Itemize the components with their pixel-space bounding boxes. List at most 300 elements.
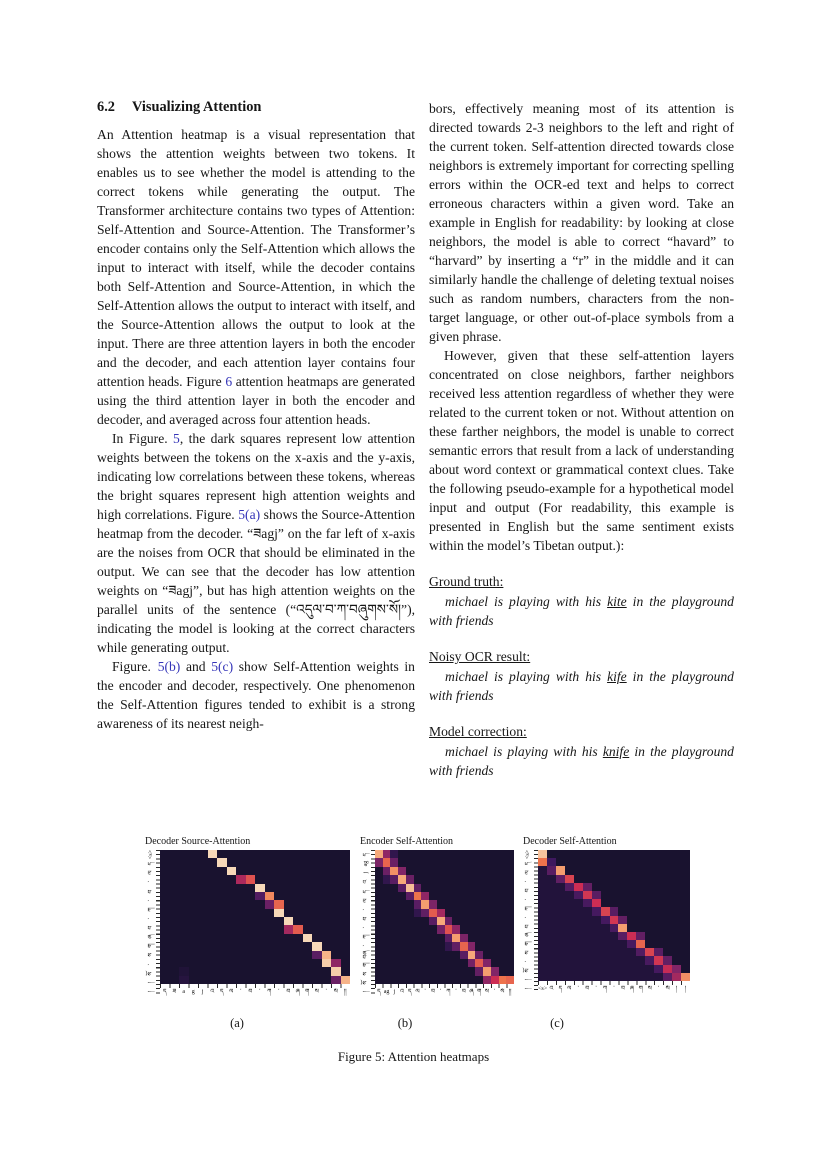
heatmap-cell xyxy=(331,858,341,866)
heatmap-cell xyxy=(236,959,246,967)
heatmap-cell xyxy=(460,967,468,975)
heatmap-cell xyxy=(491,942,499,950)
heatmap-cell xyxy=(255,976,265,984)
heatmap-cell xyxy=(437,850,445,858)
heatmap-cell xyxy=(565,948,574,956)
y-axis-token: བ xyxy=(147,925,154,930)
x-axis-token: འ xyxy=(400,989,404,995)
heatmap-cell xyxy=(610,883,619,891)
heatmap-cell xyxy=(618,858,627,866)
heatmap-cell xyxy=(499,967,507,975)
heatmap-cell xyxy=(610,858,619,866)
heatmap-cell xyxy=(610,891,619,899)
heatmap-cell xyxy=(645,916,654,924)
heatmap-cell xyxy=(227,934,237,942)
heatmap-cell xyxy=(208,858,218,866)
figure-ref-link[interactable]: 5(c) xyxy=(211,659,234,674)
heatmap-cell xyxy=(618,965,627,973)
heatmap-cell xyxy=(663,932,672,940)
heatmap-cell xyxy=(265,884,275,892)
heatmap-cell xyxy=(179,959,189,967)
heatmap-cell xyxy=(491,900,499,908)
heatmap-cell xyxy=(654,899,663,907)
heatmap-cell xyxy=(406,858,414,866)
y-axis-token: ཞ xyxy=(147,934,154,939)
heatmap-cell xyxy=(274,967,284,975)
heatmap-cell xyxy=(583,850,592,858)
heatmap-cell xyxy=(227,884,237,892)
x-axis-token: ད xyxy=(163,989,167,995)
heatmap-cell xyxy=(645,907,654,915)
heatmap-cell xyxy=(547,940,556,948)
heatmap-cell xyxy=(312,976,322,984)
heatmap-cell xyxy=(421,951,429,959)
heatmap-cell xyxy=(583,940,592,948)
heatmap-cell xyxy=(538,850,547,858)
heatmap-cell xyxy=(583,858,592,866)
heatmap-cell xyxy=(236,875,246,883)
heatmap-cell xyxy=(429,875,437,883)
heatmap-cell xyxy=(654,875,663,883)
heatmap-cell xyxy=(265,867,275,875)
heatmap-cell xyxy=(236,934,246,942)
heatmap-cell xyxy=(274,867,284,875)
heatmap-cell xyxy=(506,892,514,900)
x-axis-token: འ xyxy=(549,986,554,992)
heatmap-cell xyxy=(574,866,583,874)
paragraph-3-continued xyxy=(429,99,734,346)
heatmap-cell xyxy=(592,866,601,874)
heatmap-cell xyxy=(227,867,237,875)
heatmap-cell xyxy=(592,916,601,924)
heatmap-cell xyxy=(610,875,619,883)
heatmap-cell xyxy=(583,965,592,973)
heatmap-cell xyxy=(255,967,265,975)
heatmap-cell xyxy=(445,925,453,933)
heatmap-cell xyxy=(538,932,547,940)
heatmap-cell xyxy=(491,917,499,925)
x-axis-token: j xyxy=(393,989,396,995)
text-segment: bors, effectively meaning most of its attention is directed towards 2-3 neighbors to the left and right of the current token. Self-attention directed towards close neighbors is extremely important for correcting spelling errors within the OCR-ed text and helps to correct erroneous characters within a given word. Take an example in English for readability: by looking at close neighbors, the model is able to correct “havard” to “harvard” by inserting a “r” in the middle and it can similarly handle the challenge of deleting textual noises such as random numbers, characters from the non-target language, or other out-of-place symbols from a given phrase. xyxy=(429,101,734,344)
y-axis-token: ས xyxy=(525,950,532,955)
x-axis-token: །། xyxy=(508,989,512,995)
heatmap-cell xyxy=(636,948,645,956)
heatmap-cell xyxy=(663,940,672,948)
figure-ref-link[interactable]: 5 xyxy=(173,431,180,446)
heatmap-cell xyxy=(681,883,690,891)
heatmap-cell xyxy=(179,909,189,917)
heatmap-cell xyxy=(170,959,180,967)
heatmap-cell xyxy=(274,892,284,900)
heatmap-cell xyxy=(610,965,619,973)
heatmap-cell xyxy=(429,967,437,975)
heatmap-cell xyxy=(663,866,672,874)
heatmap-cell xyxy=(170,850,180,858)
heatmap-cell xyxy=(538,956,547,964)
heatmap-cell xyxy=(468,900,476,908)
heatmap-cell xyxy=(583,899,592,907)
section-title: Visualizing Attention xyxy=(132,99,262,115)
heatmap-cell xyxy=(547,899,556,907)
heatmap-cell xyxy=(475,867,483,875)
heatmap-cell xyxy=(406,967,414,975)
heatmap-cell xyxy=(437,892,445,900)
heatmap-cell xyxy=(331,976,341,984)
x-axis-token: ལ xyxy=(567,986,572,992)
heatmap-cell xyxy=(627,916,636,924)
heatmap-cell xyxy=(160,917,170,925)
heatmap-cell xyxy=(236,942,246,950)
heatmap-cell xyxy=(303,934,313,942)
heatmap-cell xyxy=(331,967,341,975)
example-block-ground-truth xyxy=(429,572,734,630)
y-axis-labels xyxy=(523,850,534,993)
heatmap-cell xyxy=(663,891,672,899)
heatmap-cell xyxy=(627,907,636,915)
heatmap-title: Decoder Self-Attention xyxy=(523,836,617,847)
heatmap-cell xyxy=(429,892,437,900)
heatmap-cell xyxy=(491,892,499,900)
heatmap-cell xyxy=(398,976,406,984)
heatmap-cell xyxy=(663,924,672,932)
heatmap-cell xyxy=(601,866,610,874)
y-axis-token: ། xyxy=(362,990,369,993)
example-label: Ground truth: xyxy=(429,574,504,589)
heatmap-cell xyxy=(406,917,414,925)
x-axis-token: ཀ xyxy=(446,989,451,995)
heatmap-cell xyxy=(198,909,208,917)
heatmap-cell xyxy=(468,967,476,975)
heatmap-cell xyxy=(468,942,476,950)
heatmap-cell xyxy=(681,948,690,956)
heatmap-cell xyxy=(445,942,453,950)
y-axis-token: ཀ xyxy=(147,907,154,912)
heatmap-cell xyxy=(601,948,610,956)
heatmap-cell xyxy=(445,959,453,967)
heatmap-cell xyxy=(255,875,265,883)
heatmap-cell xyxy=(189,875,199,883)
heatmap-cell xyxy=(375,959,383,967)
paragraph-3 xyxy=(97,657,415,733)
heatmap-cell xyxy=(636,973,645,981)
heatmap-cell xyxy=(618,899,627,907)
heatmap-cell xyxy=(160,925,170,933)
heatmap-cell xyxy=(681,907,690,915)
heatmap-cell xyxy=(645,866,654,874)
x-axis-token: །། xyxy=(343,989,347,995)
y-axis-token: ། xyxy=(525,987,532,990)
heatmap-cell xyxy=(460,884,468,892)
heatmap-cell xyxy=(179,850,189,858)
heatmap-cell xyxy=(236,917,246,925)
x-axis-token: བ xyxy=(620,986,625,992)
subfigure-caption-c: (c) xyxy=(550,1016,564,1030)
heatmap-cell xyxy=(556,907,565,915)
heatmap-cell xyxy=(406,925,414,933)
x-axis-token: ་ xyxy=(613,986,615,992)
heatmap-cell xyxy=(645,858,654,866)
heatmap-cell xyxy=(414,951,422,959)
example-text-pre: michael is playing with his xyxy=(445,744,603,759)
y-axis-token: བ xyxy=(362,916,369,921)
heatmap-cell xyxy=(452,959,460,967)
heatmap-cell xyxy=(414,934,422,942)
heatmap-cell xyxy=(217,884,227,892)
heatmap-cell xyxy=(565,907,574,915)
heatmap-cell xyxy=(236,951,246,959)
heatmap-cell xyxy=(236,909,246,917)
x-axis-token: ད xyxy=(377,989,381,995)
heatmap-cell xyxy=(217,909,227,917)
heatmap-cell xyxy=(198,875,208,883)
heatmap-cell xyxy=(284,858,294,866)
heatmap-cell xyxy=(583,883,592,891)
heatmap-cell xyxy=(437,884,445,892)
heatmap-cell xyxy=(445,976,453,984)
subfigure-c-decoder-self-attention xyxy=(523,836,690,993)
heatmap-cell xyxy=(565,965,574,973)
heatmap-cell xyxy=(179,858,189,866)
figure-ref-link[interactable]: 5(a) xyxy=(238,507,261,522)
figure-ref-link[interactable]: 5(b) xyxy=(157,659,181,674)
heatmap-cell xyxy=(663,883,672,891)
heatmap-cell xyxy=(672,883,681,891)
heatmap-cell xyxy=(331,900,341,908)
heatmap-cell xyxy=(227,951,237,959)
heatmap-cell xyxy=(460,867,468,875)
heatmap-cell xyxy=(437,951,445,959)
heatmap-cell xyxy=(284,934,294,942)
heatmap-cell xyxy=(322,900,332,908)
x-axis-token: སོ xyxy=(665,986,670,992)
heatmap-cell xyxy=(452,976,460,984)
heatmap-cell xyxy=(483,942,491,950)
heatmap-cell xyxy=(406,884,414,892)
heatmap-cell xyxy=(265,951,275,959)
y-axis-token: ག xyxy=(362,961,369,967)
heatmap-cell xyxy=(636,907,645,915)
heatmap-cell xyxy=(331,925,341,933)
heatmap-cell xyxy=(322,867,332,875)
heatmap-cell xyxy=(265,925,275,933)
heatmap-cell xyxy=(565,875,574,883)
heatmap-cell xyxy=(627,891,636,899)
heatmap-cell xyxy=(592,932,601,940)
heatmap-cell xyxy=(672,965,681,973)
heatmap-cell xyxy=(491,850,499,858)
figure-ref-link[interactable]: 6 xyxy=(225,374,233,389)
underlined-word: knife xyxy=(602,744,630,759)
y-axis-token: ། xyxy=(525,978,532,981)
heatmap-cell xyxy=(592,973,601,981)
heatmap-cell xyxy=(293,917,303,925)
heatmap-cell xyxy=(574,956,583,964)
x-axis-token: ་ xyxy=(577,986,579,992)
example-text-post: in the playground with friends xyxy=(429,744,734,778)
heatmap-cell xyxy=(217,850,227,858)
heatmap-cell xyxy=(475,959,483,967)
heatmap-cell xyxy=(170,976,180,984)
heatmap-cell xyxy=(322,917,332,925)
heatmap-cell xyxy=(592,883,601,891)
heatmap-cell xyxy=(636,858,645,866)
heatmap-cell xyxy=(189,892,199,900)
heatmap-cell xyxy=(556,858,565,866)
heatmap-cell xyxy=(421,942,429,950)
heatmap-cell xyxy=(414,875,422,883)
x-axis-token: ag xyxy=(383,989,390,995)
heatmap-cell xyxy=(681,924,690,932)
heatmap-cell xyxy=(341,884,351,892)
heatmap-cell xyxy=(491,858,499,866)
heatmap-cell xyxy=(483,867,491,875)
heatmap-cell xyxy=(601,850,610,858)
heatmap-cell xyxy=(198,884,208,892)
heatmap-cell xyxy=(672,858,681,866)
heatmap-cell xyxy=(236,850,246,858)
x-axis-token: ་ xyxy=(439,989,442,995)
x-axis-token: བ xyxy=(430,989,435,995)
x-axis-token: ་ xyxy=(595,986,597,992)
heatmap-cell xyxy=(383,900,391,908)
x-axis-token: འ xyxy=(210,989,215,995)
heatmap-cell xyxy=(406,867,414,875)
heatmap-cell xyxy=(460,951,468,959)
text-segment: attention heatmaps are generated using the third attention layer in both the encoder and decoder, and averaged across four attention heads. xyxy=(97,374,415,427)
heatmap-cell xyxy=(375,909,383,917)
heatmap-cell xyxy=(627,866,636,874)
heatmap-cell xyxy=(565,940,574,948)
heatmap-cell xyxy=(227,892,237,900)
heatmap-cell xyxy=(601,973,610,981)
example-text-post: in the playground with friends xyxy=(429,594,734,628)
heatmap-cell xyxy=(255,892,265,900)
x-axis-token: ག xyxy=(477,989,482,995)
heatmap-cell xyxy=(227,875,237,883)
heatmap-cell xyxy=(592,948,601,956)
example-text-pre: michael is playing with his xyxy=(445,669,608,684)
section-number: 6.2 xyxy=(97,99,115,115)
heatmap-cell xyxy=(390,884,398,892)
example-text-pre: michael is playing with his xyxy=(445,594,608,609)
x-axis-token: ་ xyxy=(259,989,261,995)
heatmap-cell xyxy=(303,867,313,875)
heatmap-cell xyxy=(592,956,601,964)
heatmap-cell xyxy=(227,900,237,908)
heatmap-cell xyxy=(217,867,227,875)
heatmap-cell xyxy=(322,942,332,950)
heatmap-cell xyxy=(574,858,583,866)
heatmap-cell xyxy=(452,967,460,975)
heatmap-cell xyxy=(437,867,445,875)
x-axis-token: ས xyxy=(647,986,652,992)
paragraph-1 xyxy=(97,125,415,429)
heatmap-cell xyxy=(583,875,592,883)
heatmap-cell xyxy=(189,884,199,892)
heatmap-cell xyxy=(452,858,460,866)
heatmap-cell xyxy=(468,892,476,900)
heatmap-cell xyxy=(547,875,556,883)
heatmap-cell xyxy=(398,884,406,892)
heatmap-plot xyxy=(538,850,690,981)
heatmap-cell xyxy=(437,925,445,933)
heatmap-cell xyxy=(265,967,275,975)
heatmap-cell xyxy=(160,976,170,984)
y-axis-token: བ xyxy=(147,889,154,893)
heatmap-cell xyxy=(208,900,218,908)
heatmap-cell xyxy=(341,900,351,908)
x-axis-token: ས xyxy=(484,989,489,995)
heatmap-cell xyxy=(445,875,453,883)
heatmap-cell xyxy=(547,866,556,874)
heatmap-cell xyxy=(429,934,437,942)
heatmap-cell xyxy=(547,948,556,956)
heatmap-cell xyxy=(654,932,663,940)
heatmap-cell xyxy=(491,875,499,883)
heatmap-cell xyxy=(189,934,199,942)
heatmap-cell xyxy=(227,942,237,950)
heatmap-cell xyxy=(601,924,610,932)
heatmap-cell xyxy=(312,875,322,883)
heatmap-cell xyxy=(274,850,284,858)
heatmap-cell xyxy=(663,916,672,924)
heatmap-cell xyxy=(390,942,398,950)
heatmap-cell xyxy=(654,866,663,874)
heatmap-cell xyxy=(547,891,556,899)
heatmap-cell xyxy=(255,850,265,858)
heatmap-cell xyxy=(636,965,645,973)
heatmap-cell xyxy=(491,884,499,892)
heatmap-cell xyxy=(293,967,303,975)
heatmap-cell xyxy=(421,892,429,900)
heatmap-cell xyxy=(198,858,208,866)
heatmap-cell xyxy=(499,850,507,858)
heatmap-cell xyxy=(390,900,398,908)
heatmap-cell xyxy=(499,976,507,984)
heatmap-cell xyxy=(654,907,663,915)
heatmap-cell xyxy=(506,900,514,908)
heatmap-cell xyxy=(437,967,445,975)
text-segment: show Self-Attention weights in the encoder and decoder, respectively. One phenomenon the Self-Attention figures tended to exhibit is a strong awareness of its nearest neigh- xyxy=(97,659,415,731)
heatmap-cell xyxy=(654,940,663,948)
heatmap-cell xyxy=(398,892,406,900)
heatmap-cell xyxy=(574,875,583,883)
heatmap-cell xyxy=(475,884,483,892)
x-axis-token: ་ xyxy=(494,989,496,995)
heatmap-cell xyxy=(303,925,313,933)
heatmap-cell xyxy=(255,867,265,875)
x-axis-token: a xyxy=(182,989,186,995)
heatmap-cell xyxy=(265,875,275,883)
example-label: Noisy OCR result: xyxy=(429,649,531,664)
y-axis-token: ག xyxy=(525,941,532,946)
heatmap-cell xyxy=(592,891,601,899)
heatmap-cell xyxy=(445,892,453,900)
heatmap-cell xyxy=(483,959,491,967)
heatmap-cell xyxy=(383,850,391,858)
heatmap-cell xyxy=(627,940,636,948)
heatmap-cell xyxy=(179,875,189,883)
heatmap-cell xyxy=(452,850,460,858)
heatmap-cell xyxy=(303,951,313,959)
heatmap-cell xyxy=(654,858,663,866)
heatmap-cell xyxy=(601,875,610,883)
heatmap-cell xyxy=(312,867,322,875)
heatmap-cell xyxy=(246,858,256,866)
heatmap-cell xyxy=(284,892,294,900)
heatmap-cell xyxy=(556,956,565,964)
example-text xyxy=(429,592,734,630)
